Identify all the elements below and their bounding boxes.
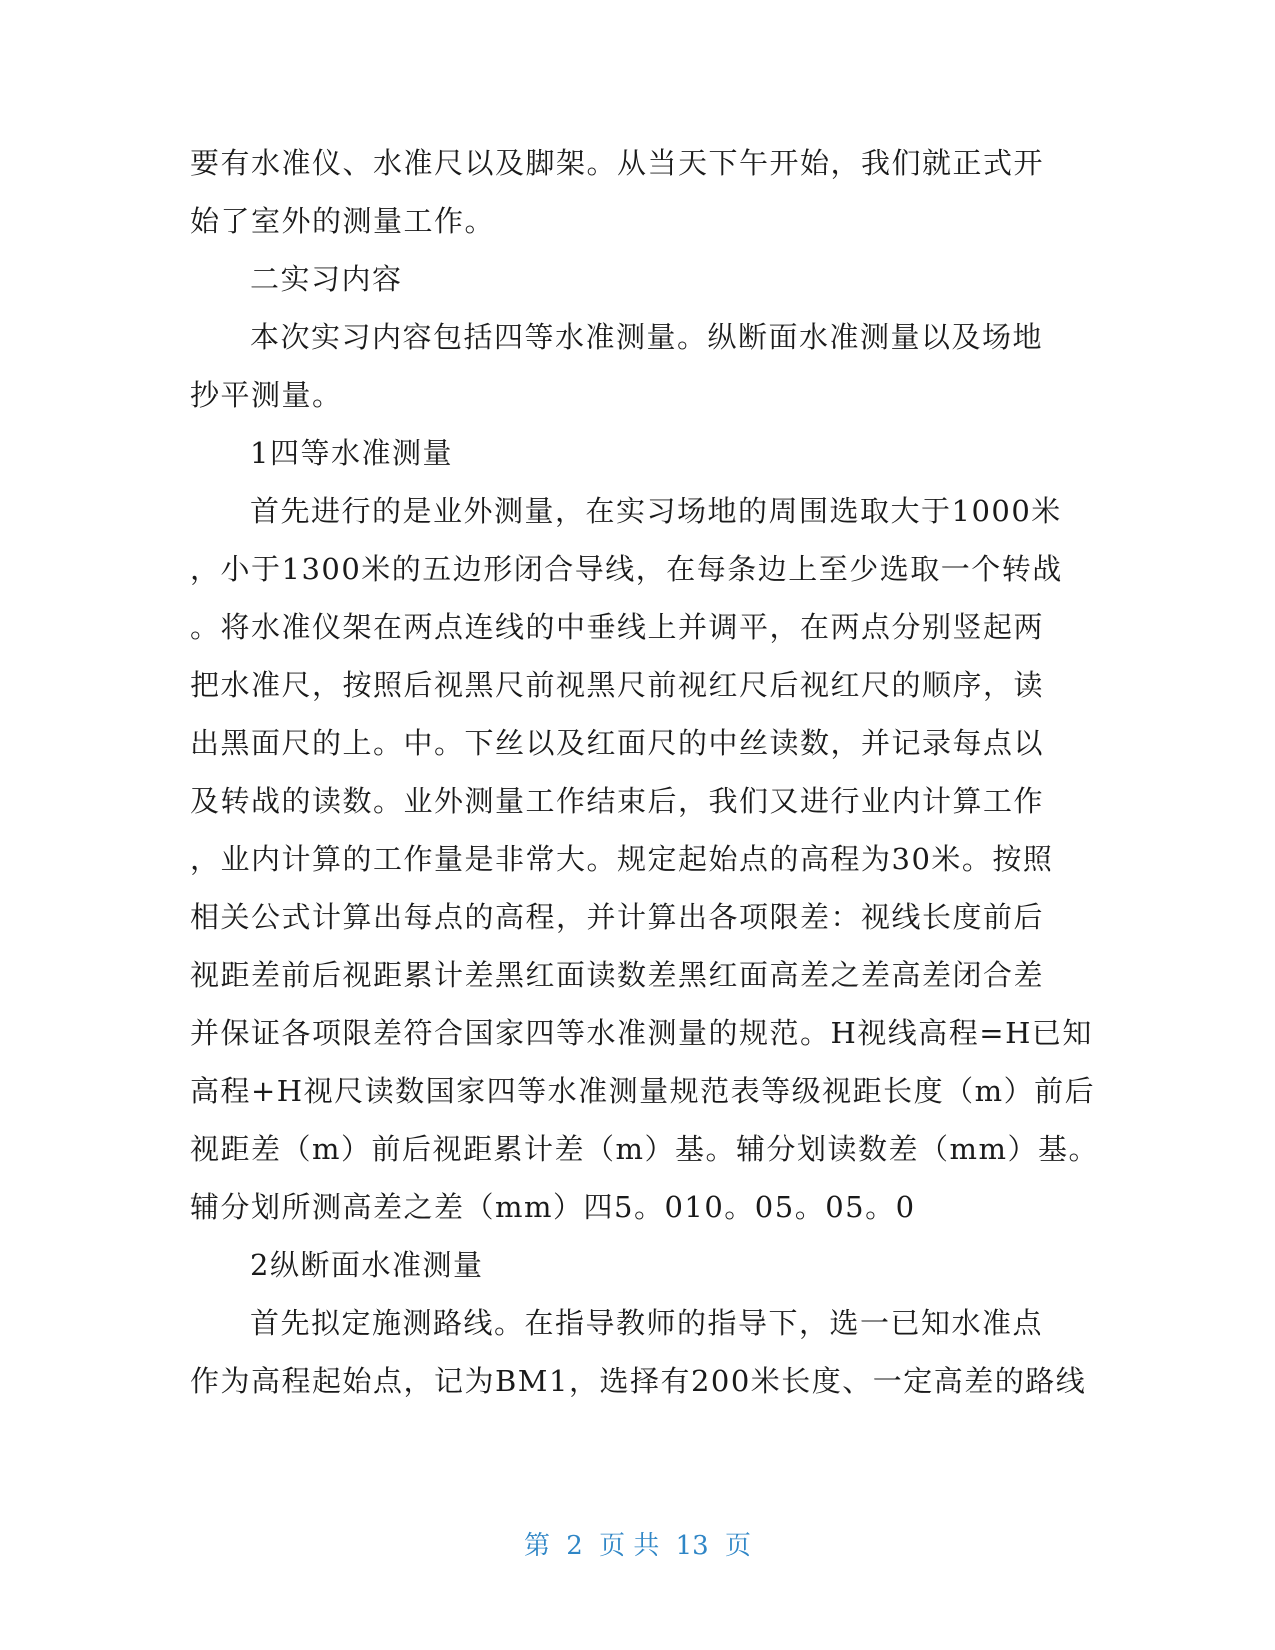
body-line: 及转战的读数。业外测量工作结束后，我们又进行业内计算工作 bbox=[190, 784, 1045, 818]
footer-middle: 页 共 bbox=[599, 1531, 660, 1561]
paragraph-start-line: 本次实习内容包括四等水准测量。纵断面水准测量以及场地 bbox=[250, 320, 1044, 354]
body-line: 。将水准仪架在两点连线的中垂线上并调平，在两点分别竖起两 bbox=[190, 610, 1045, 644]
body-line: 抄平测量。 bbox=[190, 378, 343, 412]
body-line: 相关公式计算出每点的高程，并计算出各项限差：视线长度前后 bbox=[190, 900, 1045, 934]
body-line: ，小于1300米的五边形闭合导线，在每条边上至少选取一个转战 bbox=[190, 552, 1063, 586]
page-number-footer bbox=[0, 1528, 1275, 1564]
body-line: 高程+H视尺读数国家四等水准测量规范表等级视距长度（m）前后 bbox=[190, 1074, 1096, 1108]
section-heading: 二实习内容 bbox=[250, 262, 403, 296]
paragraph-start-line: 首先拟定施测路线。在指导教师的指导下，选一已知水准点 bbox=[250, 1306, 1044, 1340]
body-line: 作为高程起始点，记为BM1，选择有200米长度、一定高差的路线 bbox=[190, 1364, 1087, 1398]
current-page-number: 2 bbox=[566, 1531, 583, 1561]
body-line: 并保证各项限差符合国家四等水准测量的规范。H视线高程=H已知 bbox=[190, 1016, 1093, 1050]
body-line: ，业内计算的工作量是非常大。规定起始点的高程为30米。按照 bbox=[190, 842, 1054, 876]
footer-suffix: 页 bbox=[724, 1531, 751, 1561]
subsection-heading: 2纵断面水准测量 bbox=[250, 1248, 484, 1282]
paragraph-start-line: 首先进行的是业外测量，在实习场地的周围选取大于1000米 bbox=[250, 494, 1062, 528]
body-line: 要有水准仪、水准尺以及脚架。从当天下午开始，我们就正式开 bbox=[190, 146, 1045, 180]
body-line: 把水准尺，按照后视黑尺前视黑尺前视红尺后视红尺的顺序，读 bbox=[190, 668, 1045, 702]
total-page-count: 13 bbox=[675, 1531, 709, 1561]
footer-prefix: 第 bbox=[524, 1531, 551, 1561]
subsection-heading: 1四等水准测量 bbox=[250, 436, 453, 470]
body-line: 辅分划所测高差之差（mm）四5。010。05。05。0 bbox=[190, 1190, 916, 1224]
body-line: 始了室外的测量工作。 bbox=[190, 204, 496, 238]
body-line: 视距差（m）前后视距累计差（m）基。辅分划读数差（mm）基。 bbox=[190, 1132, 1099, 1166]
body-line: 出黑面尺的上。中。下丝以及红面尺的中丝读数，并记录每点以 bbox=[190, 726, 1045, 760]
body-line: 视距差前后视距累计差黑红面读数差黑红面高差之差高差闭合差 bbox=[190, 958, 1045, 992]
